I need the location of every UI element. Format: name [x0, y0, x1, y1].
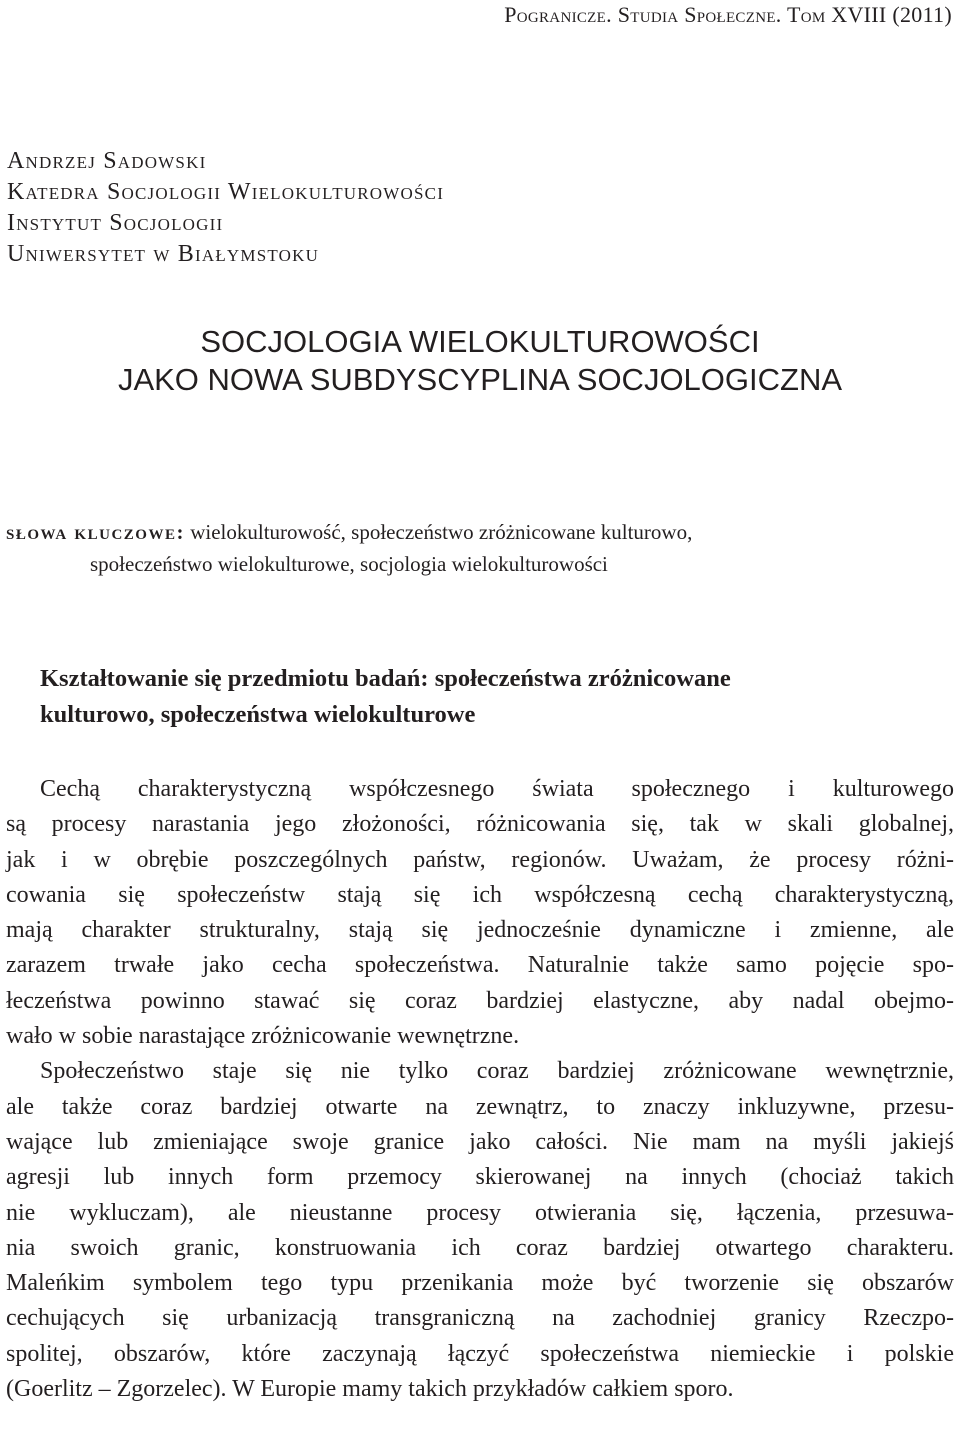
body-line: nia swoich granic, konstruowania ich coraz bardziej otwartego charakteru. [6, 1234, 954, 1261]
title-line: JAKO NOWA SUBDYSCYPLINA SOCJOLOGICZNA [117, 362, 843, 397]
section-heading-line: kulturowo, społeczeństwa wielokulturowe [40, 701, 476, 728]
body-line: wające lub zmieniające swoje granice jako całości. Nie mam na myśli jakiejś [6, 1128, 954, 1155]
body-line: (Goerlitz – Zgorzelec). W Europie mamy takich przykładów całkiem sporo. [6, 1376, 734, 1403]
affiliation-department: Katedra Socjologii Wielokulturowości [7, 179, 445, 205]
keywords-text: wielokulturowość, społeczeństwo zróżnicowane kulturowo, [190, 520, 693, 544]
title-line: SOCJOLOGIA WIELOKULTUROWOŚCI [200, 324, 760, 359]
author-block [7, 146, 444, 270]
body-line: jak i w obrębie poszczególnych państw, regionów. Uważam, że procesy różni- [6, 846, 954, 873]
body-line: wało w sobie narastające zróżnicowanie wewnętrzne. [6, 1023, 520, 1050]
body-line: łeczeństwa powinno stawać się coraz bardziej elastyczne, aby nadal obejmo- [6, 987, 954, 1014]
body-line: spolitej, obszarów, które zaczynają łączyć społeczeństwa niemieckie i polskie [6, 1340, 954, 1367]
running-header: Pogranicze. Studia Społeczne. Tom XVIII (2011) [504, 2, 952, 27]
keywords-text-continued: społeczeństwo wielokulturowe, socjologia wielokulturowości [90, 552, 608, 576]
body-line: Społeczeństwo staje się nie tylko coraz bardziej zróżnicowane wewnętrznie, [40, 1058, 954, 1085]
article-title [0, 323, 960, 399]
body-line: nie wykluczam), ale nieustanne procesy otwierania się, łączenia, przesuwa- [6, 1199, 954, 1226]
body-line: Cechą charakterystyczną współczesnego świata społecznego i kulturowego [40, 776, 954, 802]
body-line: cowania się społeczeństw stają się ich współczesną cechą charakterystyczną, [6, 881, 954, 908]
affiliation-university: Uniwersytet w Białymstoku [7, 241, 320, 267]
body-line: mają charakter strukturalny, stają się jednocześnie dynamiczne i zmienne, ale [6, 917, 954, 944]
body-line: Maleńkim symbolem tego typu przenikania może być tworzenie się obszarów [6, 1270, 954, 1297]
body-line: zarazem trwałe jako cecha społeczeństwa. Naturalnie także samo pojęcie spo- [6, 952, 954, 979]
section-heading-line: Kształtowanie się przedmiotu badań: społeczeństwa zróżnicowane [40, 665, 731, 692]
keywords [6, 516, 906, 580]
section-heading [40, 661, 731, 733]
body-line: ale także coraz bardziej otwarte na zewnątrz, to znaczy inkluzywne, przesu- [6, 1093, 954, 1120]
keywords-label: słowa kluczowe: [6, 520, 185, 544]
body-text [6, 772, 954, 1407]
body-line: cechujących się urbanizacją transgraniczną na zachodniej granicy Rzeczpo- [6, 1305, 954, 1332]
body-line: agresji lub innych form przemocy skierowanej na innych (chociaż takich [6, 1164, 954, 1191]
affiliation-institute: Instytut Socjologii [7, 210, 224, 236]
author-name: Andrzej Sadowski [7, 148, 207, 174]
body-line: są procesy narastania jego złożoności, różnicowania się, tak w skali globalnej, [6, 811, 954, 838]
